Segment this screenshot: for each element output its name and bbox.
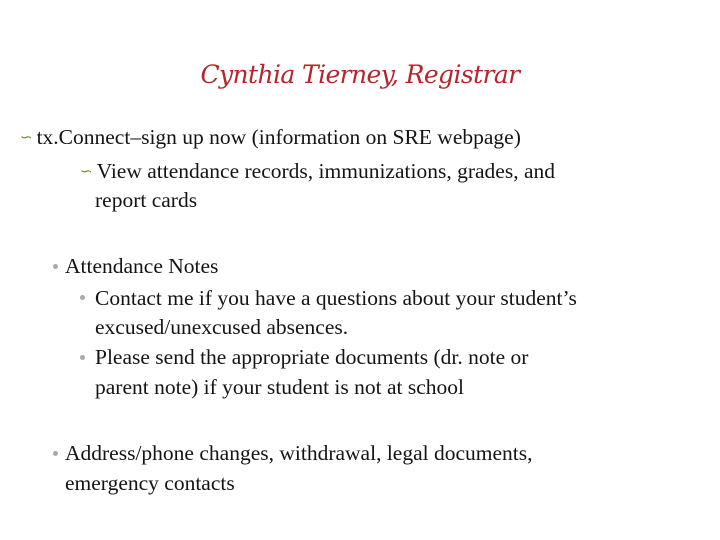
bullet-dot-icon [53,264,58,269]
attendance-heading: Attendance Notes [65,254,219,278]
txconnect-main-text: tx.Connect–sign up now (information on SRE webpage) [36,125,521,149]
address-line1: Address/phone changes, withdrawal, legal documents, [65,441,533,465]
curl-bullet-icon: ∽ [20,130,33,146]
bullet-dot-icon [80,295,85,300]
attendance-item2-line2: parent note) if your student is not at school [95,375,465,399]
txconnect-sub-continued: report cards [95,188,198,212]
txconnect-main-line [20,122,521,155]
txconnect-sub-text: View attendance records, immunizations, grades, and [96,159,555,183]
slide-title: Cynthia Tierney, Registrar [200,60,520,89]
attendance-item1-line1: Contact me if you have a questions about your student’s [95,286,577,310]
bullet-dot-icon [53,451,58,456]
curl-bullet-icon: ∽ [80,164,93,180]
attendance-item2-line1: Please send the appropriate documents (dr. note or [95,345,529,369]
bullet-dot-icon [80,355,85,360]
attendance-item1-line2: excused/unexcused absences. [95,315,349,339]
address-line2: emergency contacts [65,471,235,495]
